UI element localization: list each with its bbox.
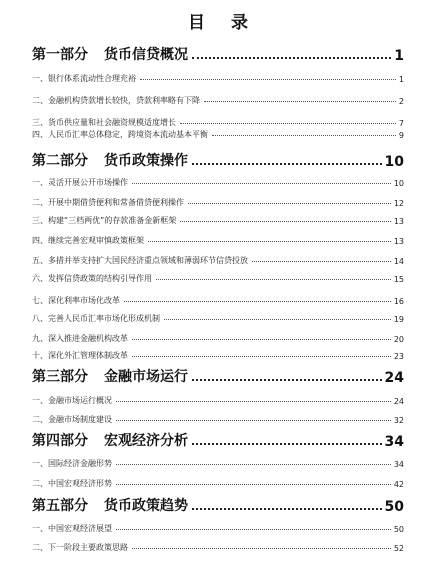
dot-leader: [192, 507, 382, 510]
page-number: 1: [398, 75, 404, 84]
part-heading: [32, 150, 188, 170]
dot-leader: [192, 162, 382, 165]
page-number: 34: [384, 434, 404, 450]
page-number: 2: [398, 97, 404, 106]
part-heading: [32, 430, 188, 450]
toc-section-entry[interactable]: [32, 477, 404, 489]
part-title: 金融市场运行: [104, 369, 188, 385]
dot-leader: [204, 100, 396, 102]
page-number: 20: [393, 335, 404, 344]
toc-section-entry[interactable]: [32, 214, 404, 226]
section-label: 三、构建“三档两优”的存款准备金新框架: [32, 216, 177, 225]
toc-section-entry[interactable]: [32, 312, 404, 324]
section-label: 一、银行体系流动性合理充裕: [32, 74, 136, 83]
section-label: 四、人民币汇率总体稳定，跨境资本流动基本平衡: [32, 130, 208, 139]
dot-leader: [116, 483, 391, 485]
dot-leader: [116, 463, 391, 465]
page-number: 32: [393, 416, 404, 425]
part-number: 第五部分: [32, 498, 88, 514]
page-number: 1: [394, 48, 404, 64]
toc-section-entry[interactable]: [32, 72, 404, 84]
part-title: 货币政策趋势: [104, 498, 188, 514]
part-heading: [32, 495, 188, 515]
part-number: 第二部分: [32, 153, 88, 169]
dot-leader: [188, 202, 391, 204]
section-label: 二、下一阶段主要政策思路: [32, 543, 128, 552]
section-label: 一、金融市场运行概况: [32, 396, 112, 405]
page-number: 19: [393, 315, 404, 324]
toc-section-entry[interactable]: [32, 413, 404, 425]
toc-section-entry[interactable]: [32, 294, 404, 306]
dot-leader: [132, 338, 391, 340]
toc-section-entry[interactable]: [32, 349, 404, 361]
page-number: 10: [393, 179, 404, 188]
page-number: 34: [393, 460, 404, 469]
section-label: 十、深化外汇管理体制改革: [32, 351, 128, 360]
page-number: 50: [384, 499, 404, 515]
page-number: 9: [398, 131, 404, 140]
section-label: 三、货币供应量和社会融资规模适度增长: [32, 118, 176, 127]
toc-section-entry[interactable]: [32, 522, 404, 534]
section-label: 七、深化利率市场化改革: [32, 296, 120, 305]
toc-section-entry[interactable]: [32, 254, 404, 266]
page-number: 13: [393, 237, 404, 246]
part-title: 宏观经济分析: [104, 433, 188, 449]
dot-leader: [116, 419, 391, 421]
dot-leader: [192, 442, 382, 445]
part-title: 货币信贷概况: [104, 47, 188, 63]
part-heading: [32, 44, 188, 64]
dot-leader: [140, 78, 396, 80]
page-number: 15: [393, 275, 404, 284]
toc-part-entry[interactable]: [32, 430, 404, 450]
section-label: 九、深入推进金融机构改革: [32, 334, 128, 343]
dot-leader: [164, 318, 391, 320]
toc-part-entry[interactable]: [32, 366, 404, 386]
dot-leader: [252, 260, 391, 262]
dot-leader: [116, 528, 391, 530]
toc-section-entry[interactable]: [32, 196, 404, 208]
dot-leader: [192, 56, 391, 59]
section-label: 一、灵活开展公开市场操作: [32, 178, 128, 187]
page-number: 52: [393, 544, 404, 553]
page-number: 42: [393, 480, 404, 489]
page-number: 50: [393, 525, 404, 534]
part-number: 第三部分: [32, 369, 88, 385]
page-number: 12: [393, 199, 404, 208]
dot-leader: [132, 182, 391, 184]
toc-section-entry[interactable]: [32, 394, 404, 406]
section-label: 二、金融机构贷款增长较快，贷款利率略有下降: [32, 96, 200, 105]
section-label: 二、金融市场制度建设: [32, 415, 112, 424]
part-number: 第一部分: [32, 47, 88, 63]
toc-part-entry[interactable]: [32, 150, 404, 170]
section-label: 二、开展中期借贷便利和常备借贷便利操作: [32, 198, 184, 207]
toc-section-entry[interactable]: [32, 234, 404, 246]
section-label: 五、多措并举支持扩大国民经济重点领域和薄弱环节信贷投放: [32, 256, 248, 265]
toc-section-entry[interactable]: [32, 457, 404, 469]
section-label: 一、国际经济金融形势: [32, 459, 112, 468]
part-number: 第四部分: [32, 433, 88, 449]
dot-leader: [192, 378, 382, 381]
part-heading: [32, 366, 188, 386]
page-number: 23: [393, 352, 404, 361]
section-label: 六、发挥信贷政策的结构引导作用: [32, 274, 152, 283]
page-number: 24: [393, 397, 404, 406]
dot-leader: [148, 240, 391, 242]
dot-leader: [212, 134, 396, 136]
part-title: 货币政策操作: [104, 153, 188, 169]
dot-leader: [124, 300, 391, 302]
toc-section-entry[interactable]: [32, 176, 404, 188]
page-number: 16: [393, 297, 404, 306]
dot-leader: [132, 355, 391, 357]
section-label: 一、中国宏观经济展望: [32, 524, 112, 533]
page-number: 24: [384, 370, 404, 386]
toc-section-entry[interactable]: [32, 332, 404, 344]
page-number: 10: [384, 154, 404, 170]
page-number: 14: [393, 257, 404, 266]
dot-leader: [132, 547, 391, 549]
toc-section-entry[interactable]: [32, 128, 404, 140]
toc-section-entry[interactable]: [32, 94, 404, 106]
toc-title: 目 录: [188, 13, 258, 33]
page-number: 7: [398, 119, 404, 128]
section-label: 二、中国宏观经济形势: [32, 479, 112, 488]
section-label: 八、完善人民币汇率市场化形成机制: [32, 314, 160, 323]
dot-leader: [116, 400, 391, 402]
dot-leader: [156, 278, 391, 280]
dot-leader: [180, 220, 391, 222]
section-label: 四、继续完善宏观审慎政策框架: [32, 236, 144, 245]
dot-leader: [180, 122, 396, 124]
toc-part-entry[interactable]: [32, 44, 404, 64]
toc-part-entry[interactable]: [32, 495, 404, 515]
toc-section-entry[interactable]: [32, 116, 404, 128]
toc-section-entry[interactable]: [32, 541, 404, 553]
toc-section-entry[interactable]: [32, 272, 404, 284]
page-number: 13: [393, 217, 404, 226]
